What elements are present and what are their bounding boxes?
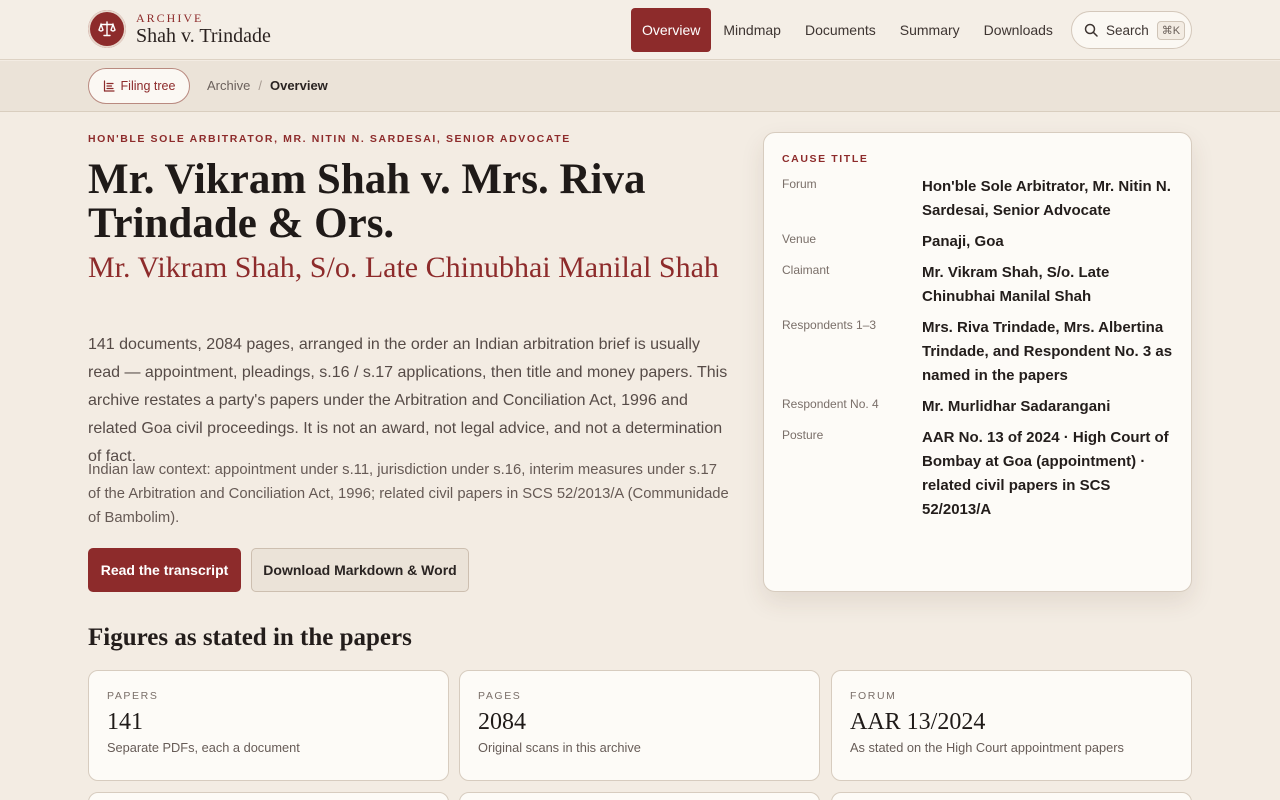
figures-heading: Figures as stated in the papers (88, 624, 412, 651)
top-bar (0, 0, 1280, 60)
breadcrumb (207, 78, 328, 93)
brand-title: Shah v. Trindade (136, 25, 271, 47)
law-context: Indian law context: appointment under s.11, jurisdiction under s.16, interim measures under s.17 of the Arbitration and Conciliation Act, 1996; related civil papers in SCS 52/2013/A (Communidade of Bambolim). (88, 462, 729, 526)
search-shortcut-badge: ⌘K (1157, 21, 1185, 40)
breadcrumb-separator: / (258, 78, 262, 93)
filing-tree-label: Filing tree (120, 79, 176, 93)
cause-row-respondent-4 (782, 395, 1173, 419)
breadcrumb-overview: Overview (269, 78, 328, 93)
figure-note: Original scans in this archive (478, 740, 641, 755)
figure-card (88, 792, 449, 800)
cause-value: Panaji, Goa (922, 233, 1004, 250)
cause-value: Hon'ble Sole Arbitrator, Mr. Nitin N. Sardesai, Senior Advocate (922, 178, 1171, 219)
tree-icon (103, 80, 115, 92)
cause-row-venue (782, 230, 1173, 254)
cause-key: Venue (782, 232, 817, 246)
search-label: Search (1106, 22, 1149, 38)
figure-card-forum (831, 670, 1192, 781)
cause-row-respondents (782, 316, 1173, 388)
figure-card-pages (459, 670, 820, 781)
cause-key: Respondent No. 4 (782, 397, 879, 411)
cause-key: Posture (782, 428, 824, 442)
hero-kicker: HON'BLE SOLE ARBITRATOR, MR. NITIN N. SARDESAI, SENIOR ADVOCATE (88, 133, 571, 145)
page-title: Mr. Vikram Shah v. Mrs. Riva Trindade & Ors. (88, 156, 646, 247)
page-subtitle: Mr. Vikram Shah, S/o. Late Chinubhai Manilal Shah (88, 251, 719, 284)
figure-value: AAR 13/2024 (850, 709, 986, 735)
cause-value: Mr. Vikram Shah, S/o. Late Chinubhai Manilal Shah (922, 264, 1110, 305)
figure-label: PAGES (478, 690, 522, 702)
hero-lede: 141 documents, 2084 pages, arranged in the order an Indian arbitration brief is usually read — appointment, pleadings, s.16 / s.17 applications, then title and money papers. This archive restates a party's papers under the Arbitration and Conciliation Act, 1996 and related Goa civil proceedings. It is not an award, not legal advice, and not a determination of fact. (88, 336, 728, 465)
figure-card (831, 792, 1192, 800)
download-button[interactable]: Download Markdown & Word (251, 548, 469, 592)
scales-icon (88, 10, 126, 48)
cause-key: Claimant (782, 263, 830, 277)
figure-label: FORUM (850, 690, 897, 702)
read-transcript-button[interactable]: Read the transcript (88, 548, 241, 592)
cause-value: Mr. Murlidhar Sadarangani (922, 398, 1111, 415)
figure-value: 2084 (478, 709, 526, 735)
figure-card (459, 792, 820, 800)
filing-tree-button[interactable] (88, 68, 190, 104)
figure-note: As stated on the High Court appointment papers (850, 740, 1124, 755)
nav-downloads[interactable]: Downloads (983, 22, 1053, 38)
figure-card-papers (88, 670, 449, 781)
nav-overview[interactable]: Overview (631, 8, 711, 52)
cause-title-card (763, 132, 1192, 592)
search-icon (1084, 23, 1098, 37)
figure-value: 141 (107, 709, 143, 735)
nav-mindmap[interactable]: Mindmap (723, 22, 781, 38)
figure-note: Separate PDFs, each a document (107, 740, 300, 755)
cause-key: Forum (782, 177, 817, 191)
search-button[interactable] (1071, 11, 1192, 49)
brand-kicker: ARCHIVE (136, 11, 204, 25)
main-nav (631, 8, 1065, 52)
nav-documents[interactable]: Documents (804, 22, 876, 38)
cause-value: AAR No. 13 of 2024 · High Court of Bombay at Goa (appointment) · related civil papers in SCS 52/2013/A (922, 429, 1169, 518)
nav-summary[interactable]: Summary (899, 22, 960, 38)
brand[interactable] (88, 10, 271, 48)
cause-row-claimant (782, 261, 1173, 309)
cause-title-label: CAUSE TITLE (782, 153, 869, 165)
cause-row-posture (782, 426, 1173, 522)
cause-key: Respondents 1–3 (782, 318, 877, 332)
cause-value: Mrs. Riva Trindade, Mrs. Albertina Trindade, and Respondent No. 3 as named in the papers (922, 319, 1173, 384)
sub-bar (0, 61, 1280, 112)
breadcrumb-archive[interactable]: Archive (207, 78, 251, 93)
figure-label: PAPERS (107, 690, 159, 702)
cause-row-forum (782, 175, 1173, 223)
